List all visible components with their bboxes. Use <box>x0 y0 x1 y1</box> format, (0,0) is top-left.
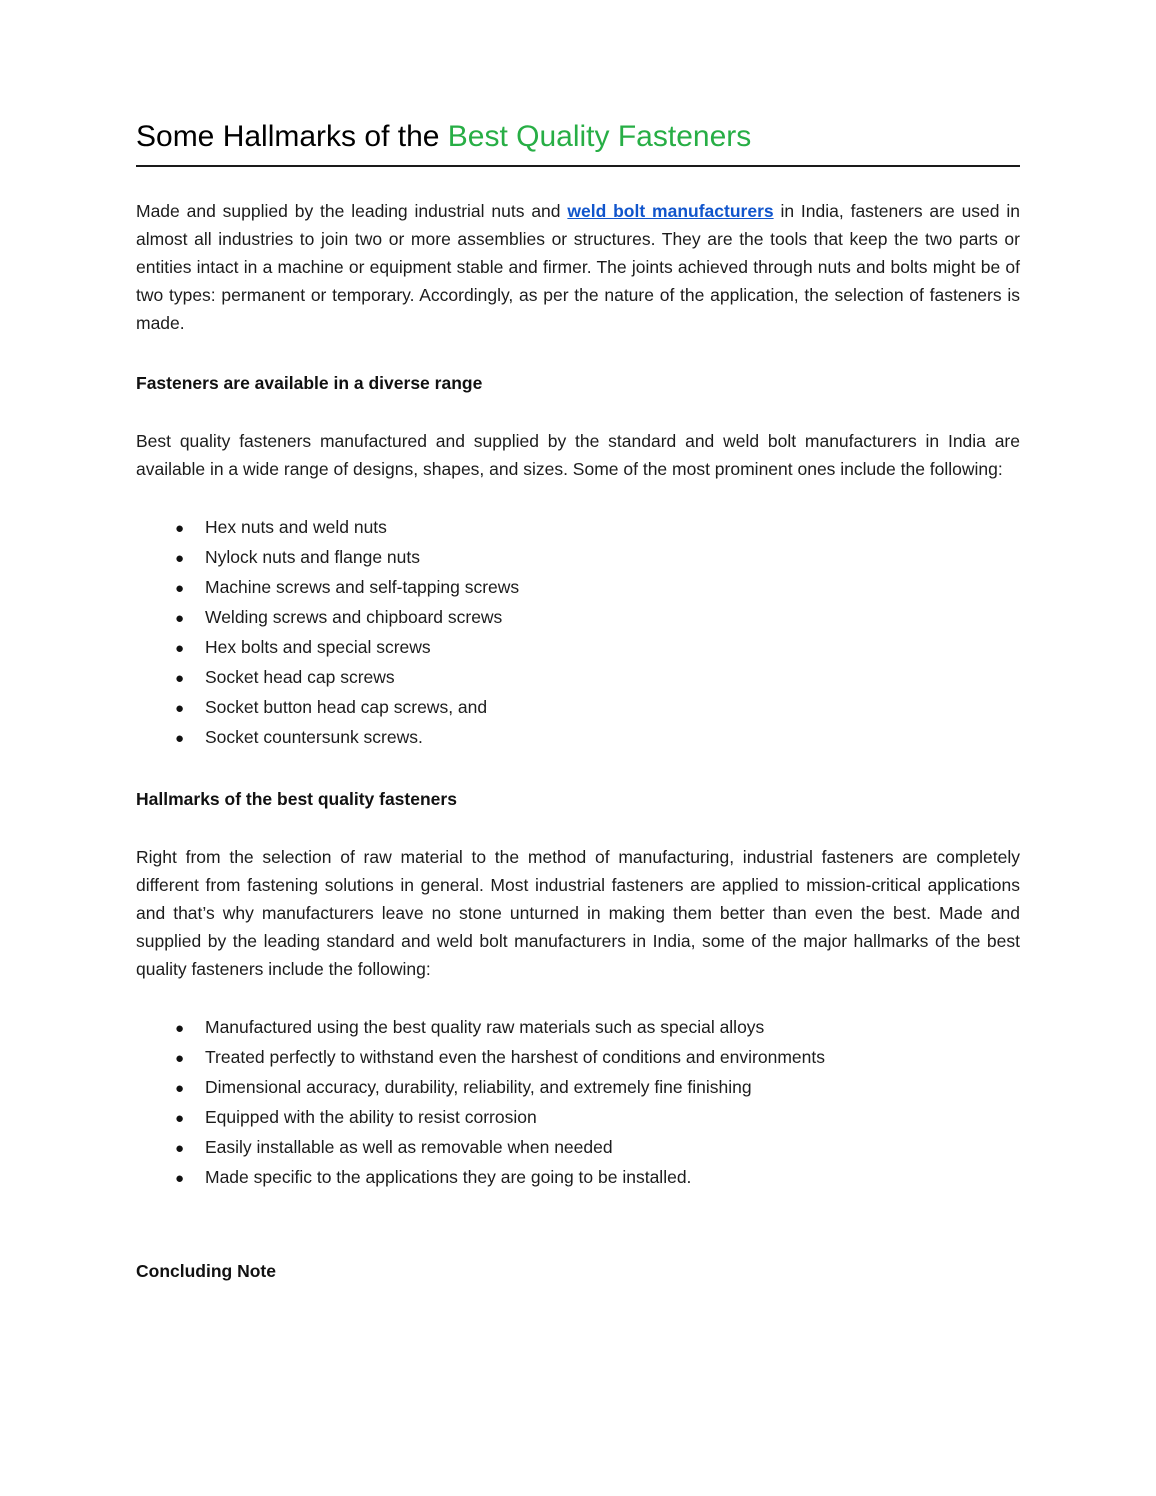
bullet-icon: ● <box>175 1050 185 1067</box>
bullet-icon: ● <box>175 1020 185 1037</box>
intro-paragraph <box>136 197 1020 337</box>
list-item <box>175 1073 1020 1103</box>
list-item-text: Equipped with the ability to resist corrosion <box>205 1107 537 1127</box>
list-item <box>175 723 1020 753</box>
list-item <box>175 1043 1020 1073</box>
list-item-text: Manufactured using the best quality raw materials such as special alloys <box>205 1017 765 1037</box>
list-item-text: Socket countersunk screws. <box>205 727 423 747</box>
list-item <box>175 663 1020 693</box>
list-item <box>175 1133 1020 1163</box>
list-item <box>175 543 1020 573</box>
title-underline-rule <box>136 165 1020 167</box>
intro-text-before-link: Made and supplied by the leading industrial nuts and <box>136 201 568 221</box>
fastener-types-list <box>136 513 1020 753</box>
section-heading-hallmarks: Hallmarks of the best quality fasteners <box>136 789 457 809</box>
bullet-icon: ● <box>175 700 185 717</box>
bullet-icon: ● <box>175 610 185 627</box>
list-item-text: Hex bolts and special screws <box>205 637 431 657</box>
list-item-text: Machine screws and self-tapping screws <box>205 577 520 597</box>
bullet-icon: ● <box>175 1140 185 1157</box>
list-item <box>175 573 1020 603</box>
bullet-icon: ● <box>175 730 185 747</box>
list-item <box>175 1163 1020 1193</box>
bullet-icon: ● <box>175 1170 185 1187</box>
list-item <box>175 603 1020 633</box>
bullet-icon: ● <box>175 640 185 657</box>
bullet-icon: ● <box>175 550 185 567</box>
section-heading-concluding-note: Concluding Note <box>136 1261 276 1281</box>
list-item <box>175 693 1020 723</box>
list-item-text: Dimensional accuracy, durability, reliability, and extremely fine finishing <box>205 1077 752 1097</box>
bullet-icon: ● <box>175 580 185 597</box>
list-item-text: Welding screws and chipboard screws <box>205 607 503 627</box>
section1-paragraph: Best quality fasteners manufactured and supplied by the standard and weld bolt manufacturers in India are available in a wide range of designs, shapes, and sizes. Some of the most prominent ones include the following: <box>136 431 1020 479</box>
section-heading-diverse-range: Fasteners are available in a diverse range <box>136 373 483 393</box>
list-item-text: Treated perfectly to withstand even the harshest of conditions and environments <box>205 1047 825 1067</box>
list-item <box>175 633 1020 663</box>
list-item-text: Socket head cap screws <box>205 667 395 687</box>
page-title-black: Some Hallmarks of the <box>136 120 448 153</box>
intro-text-after-link: in India, fasteners are used in almost all industries to join two or more assemblies or structures. They are the tools that keep the two parts or entities intact in a machine or equipment stable and firmer. The joints achieved through nuts and bolts might be of two types: permanent or temporary. Accordingly, as per the nature of the application, the selection of fasteners is made. <box>136 201 1020 333</box>
list-item <box>175 1103 1020 1133</box>
list-item <box>175 1013 1020 1043</box>
bullet-icon: ● <box>175 1110 185 1127</box>
list-item <box>175 513 1020 543</box>
list-item-text: Hex nuts and weld nuts <box>205 517 387 537</box>
hallmarks-list <box>136 1013 1020 1193</box>
list-item-text: Nylock nuts and flange nuts <box>205 547 420 567</box>
list-item-text: Made specific to the applications they are going to be installed. <box>205 1167 692 1187</box>
page-title-green: Best Quality Fasteners <box>447 120 752 153</box>
bullet-icon: ● <box>175 1080 185 1097</box>
list-item-text: Socket button head cap screws, and <box>205 697 488 717</box>
list-item-text: Easily installable as well as removable when needed <box>205 1137 613 1157</box>
bullet-icon: ● <box>175 520 185 537</box>
weld-bolt-manufacturers-link[interactable]: weld bolt manufacturers <box>567 201 774 221</box>
section2-paragraph: Right from the selection of raw material to the method of manufacturing, industrial fasteners are completely different from fastening solutions in general. Most industrial fasteners are applied to mission-critical applications and that’s why manufacturers leave no stone unturned in making them better than even the best. Made and supplied by the leading standard and weld bolt manufacturers in India, some of the major hallmarks of the best quality fasteners include the following: <box>136 847 1020 979</box>
bullet-icon: ● <box>175 670 185 687</box>
page-title <box>136 118 1020 156</box>
